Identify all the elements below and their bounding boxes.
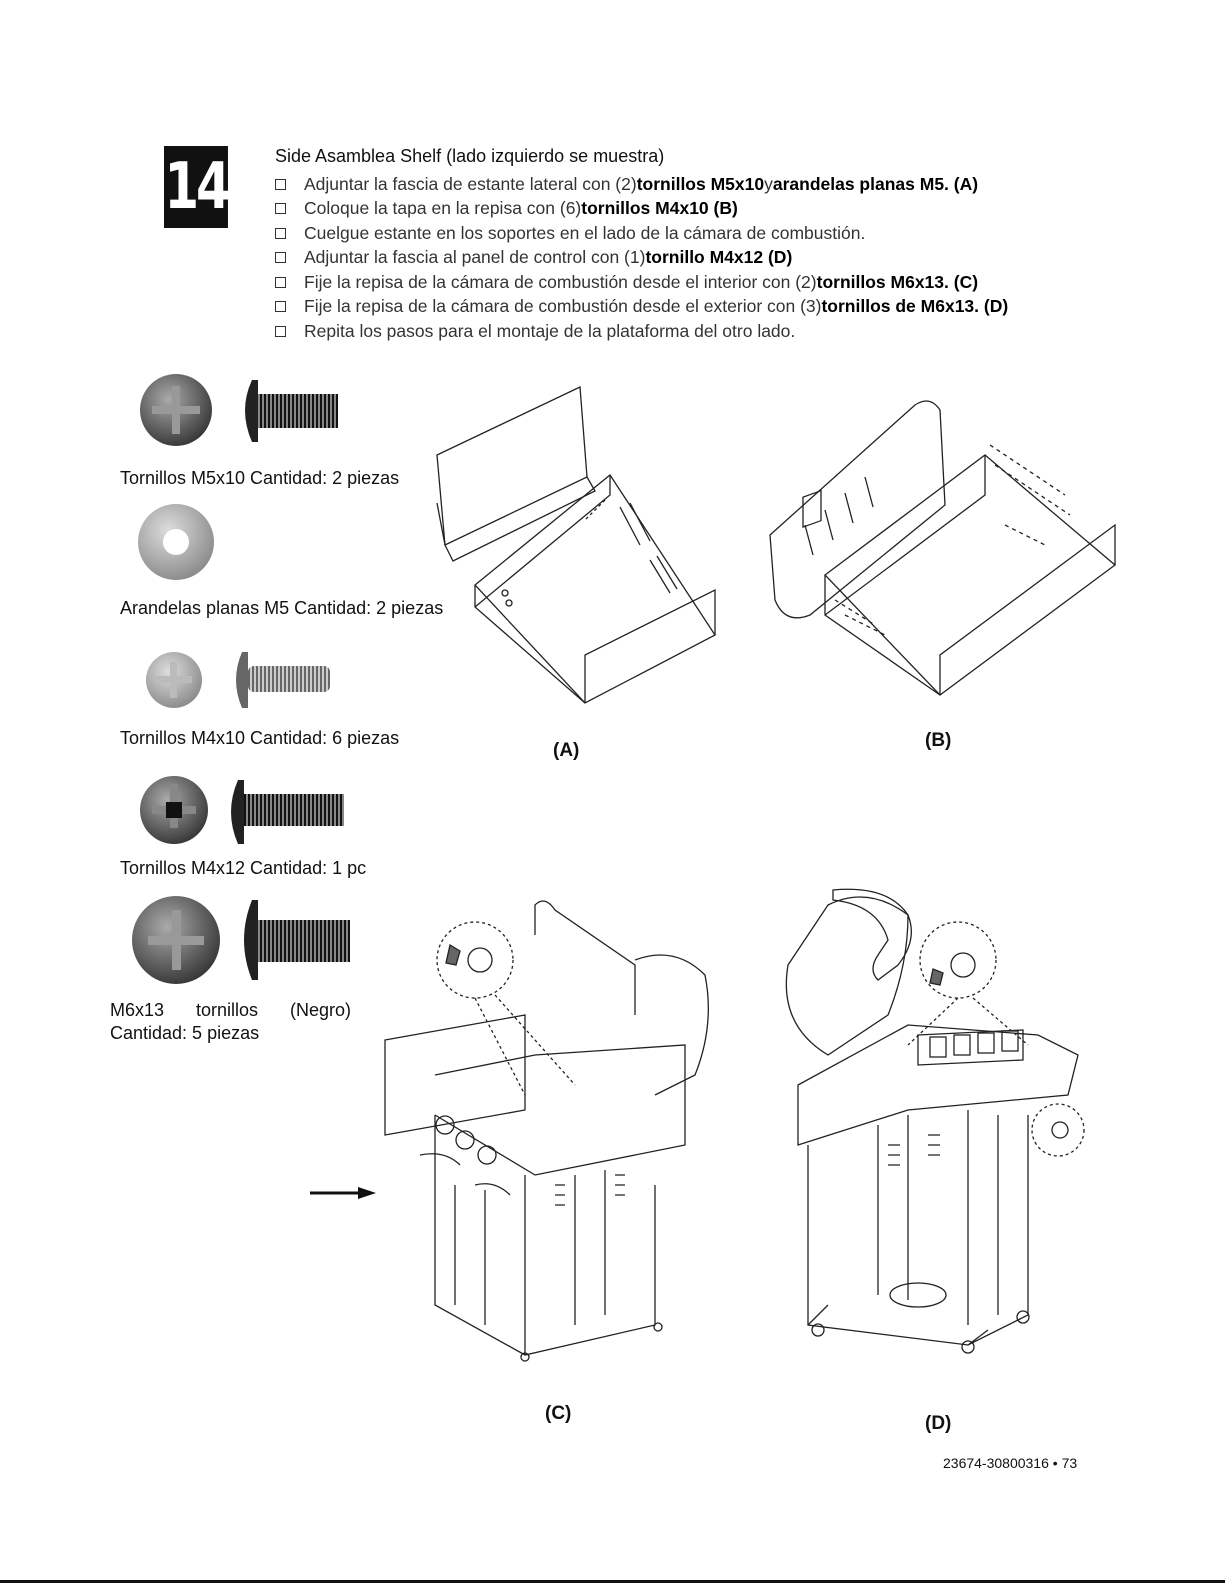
checkbox-icon bbox=[275, 203, 286, 214]
m5x10-label: Tornillos M5x10 Cantidad: 2 piezas bbox=[120, 468, 400, 488]
instruction-item: Coloque la tapa en la repisa con (6) tornillos M4x10 (B) bbox=[275, 197, 1008, 222]
figure-d-label: (D) bbox=[925, 1413, 952, 1434]
instruction-item: Adjuntar la fascia al panel de control con (1) tornillo M4x12 (D) bbox=[275, 246, 1008, 271]
m5x10-screw-head-icon bbox=[140, 374, 212, 446]
arrow-icon bbox=[310, 1183, 380, 1203]
instruction-item: Cuelgue estante en los soportes en el lado de la cámara de combustión. bbox=[275, 221, 1008, 246]
figure-a-label: (A) bbox=[553, 740, 580, 761]
figure-c-label: (C) bbox=[545, 1403, 572, 1424]
figure-d-grill-diagram bbox=[768, 885, 1108, 1355]
instruction-item: Fije la repisa de la cámara de combustión desde el exterior con (3) tornillos de M6x13. (D) bbox=[275, 295, 1008, 320]
m4x10-label: Tornillos M4x10 Cantidad: 6 piezas bbox=[120, 728, 400, 748]
m4x12-screw-head-icon bbox=[140, 776, 208, 844]
figure-c-grill-diagram bbox=[375, 885, 725, 1365]
page-footer: 23674-30800316 • 73 bbox=[943, 1455, 1078, 1471]
checkbox-icon bbox=[275, 301, 286, 312]
bottom-rule bbox=[0, 1580, 1225, 1583]
m5x10-screw-side-icon bbox=[245, 380, 338, 442]
m4x12-label: Tornillos M4x12 Cantidad: 1 pc bbox=[120, 858, 367, 878]
m6x13-screw-head-icon bbox=[132, 896, 220, 984]
m6x13-label-type: tornillos bbox=[196, 1000, 259, 1020]
figure-b-label: (B) bbox=[925, 730, 952, 751]
step-number-badge bbox=[164, 146, 228, 228]
washer-label: Arandelas planas M5 Cantidad: 2 piezas bbox=[120, 598, 444, 618]
instruction-item: Fije la repisa de la cámara de combustión desde el interior con (2) tornillos M6x13. (C) bbox=[275, 270, 1008, 295]
checkbox-icon bbox=[275, 326, 286, 337]
m4x10-screw-head-icon bbox=[146, 652, 202, 708]
m6x13-screw-side-icon bbox=[244, 900, 350, 980]
m6x13-label-quantity: Cantidad: 5 piezas bbox=[110, 1023, 260, 1043]
checkbox-icon bbox=[275, 228, 286, 239]
checkbox-icon bbox=[275, 252, 286, 263]
m6x13-label-size: M6x13 bbox=[110, 1000, 165, 1020]
step-number: 14 bbox=[164, 150, 228, 224]
step-title: Side Asamblea Shelf (lado izquierdo se muestra) bbox=[275, 146, 665, 166]
figure-b-shelf-diagram bbox=[765, 385, 1125, 725]
checkbox-icon bbox=[275, 179, 286, 190]
m4x10-screw-side-icon bbox=[236, 652, 330, 708]
figure-a-shelf-diagram bbox=[425, 385, 735, 725]
instruction-item: Adjuntar la fascia de estante lateral con (2) tornillos M5x10 y arandelas planas M5. (A) bbox=[275, 172, 1008, 197]
instruction-list bbox=[275, 172, 1008, 344]
instruction-item: Repita los pasos para el montaje de la plataforma del otro lado. bbox=[275, 319, 1008, 344]
m4x12-screw-side-icon bbox=[231, 780, 344, 844]
washer-icon bbox=[138, 504, 214, 580]
checkbox-icon bbox=[275, 277, 286, 288]
m6x13-label-color: (Negro) bbox=[290, 1000, 352, 1020]
